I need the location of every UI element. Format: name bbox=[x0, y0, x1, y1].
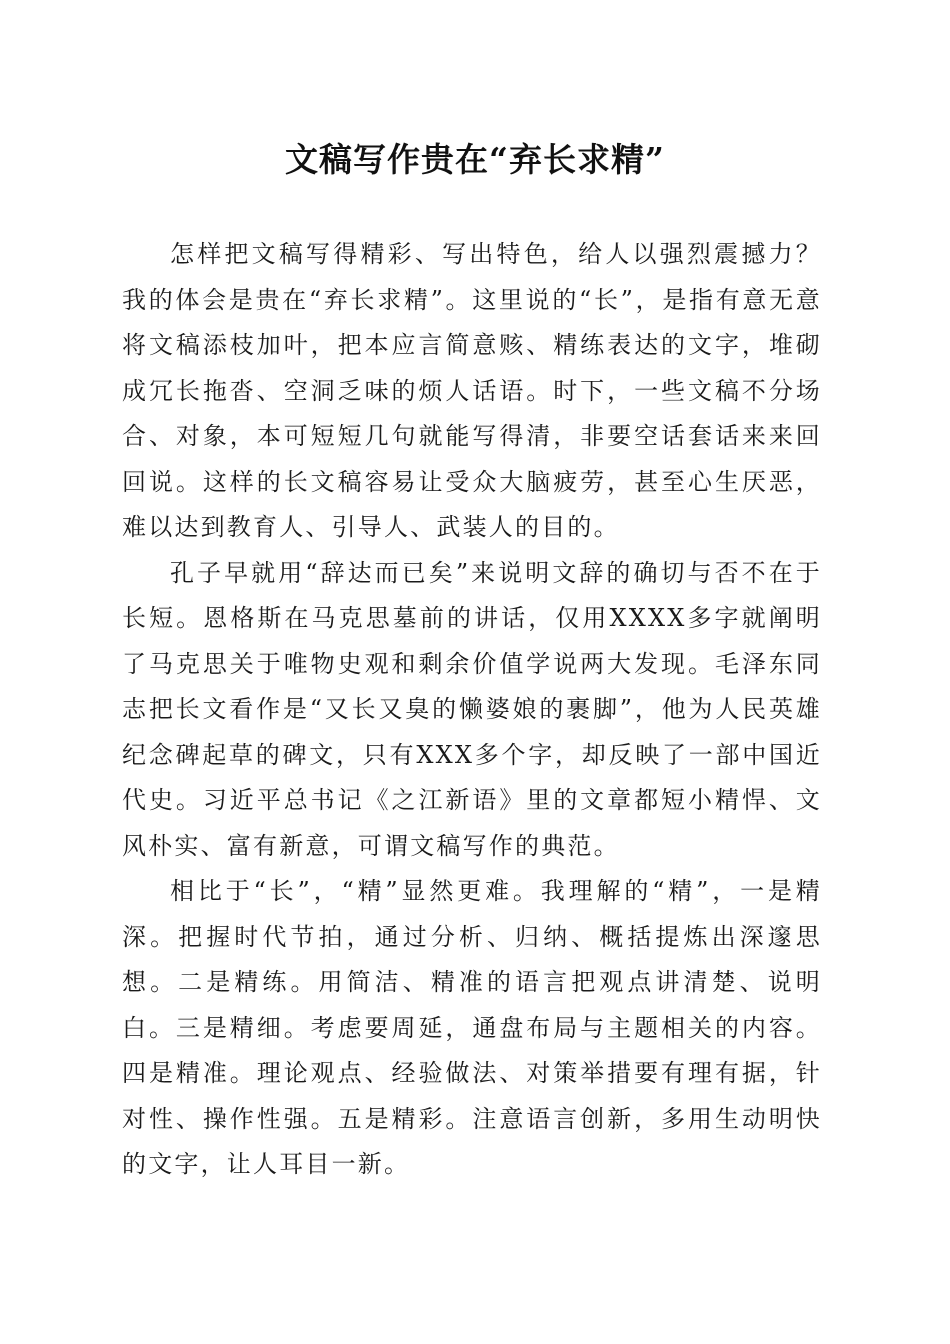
paragraph-1: 怎样把文稿写得精彩、写出特色，给人以强烈震撼力？我的体会是贵在“弃长求精”。这里说的“长”，是指有意无意将文稿添枝加叶，把本应言简意赅、精练表达的文字，堆砌成冗长拖沓、空洞乏味的烦人话语。时下，一些文稿不分场合、对象，本可短短几句就能写得清，非要空话套话来来回回说。这样的长文稿容易让受众大脑疲劳，甚至心生厌恶，难以达到教育人、引导人、武装人的目的。 bbox=[122, 240, 822, 541]
paragraph-3: 相比于“长”，“精”显然更难。我理解的“精”，一是精深。把握时代节拍，通过分析、归纳、概括提炼出深邃思想。二是精练。用简洁、精准的语言把观点讲清楚、说明白。三是精细。考虑要周延，通盘布局与主题相关的内容。四是精准。理论观点、经验做法、对策举措要有理有据，针对性、操作性强。五是精彩。注意语言创新，多用生动明快的文字，让人耳目一新。 bbox=[122, 877, 822, 1178]
document-body bbox=[122, 232, 822, 1188]
paragraph-2: 孔子早就用“辞达而已矣”来说明文辞的确切与否不在于长短。恩格斯在马克思墓前的讲话，仅用XXXX多字就阐明了马克思关于唯物史观和剩余价值学说两大发现。毛泽东同志把长文看作是“又长又臭的懒婆娘的裹脚”，他为人民英雄纪念碑起草的碑文，只有XXX多个字，却反映了一部中国近代史。习近平总书记《之江新语》里的文章都短小精悍、文风朴实、富有新意，可谓文稿写作的典范。 bbox=[122, 558, 822, 860]
document-title: 文稿写作贵在“弃长求精” bbox=[285, 140, 665, 179]
